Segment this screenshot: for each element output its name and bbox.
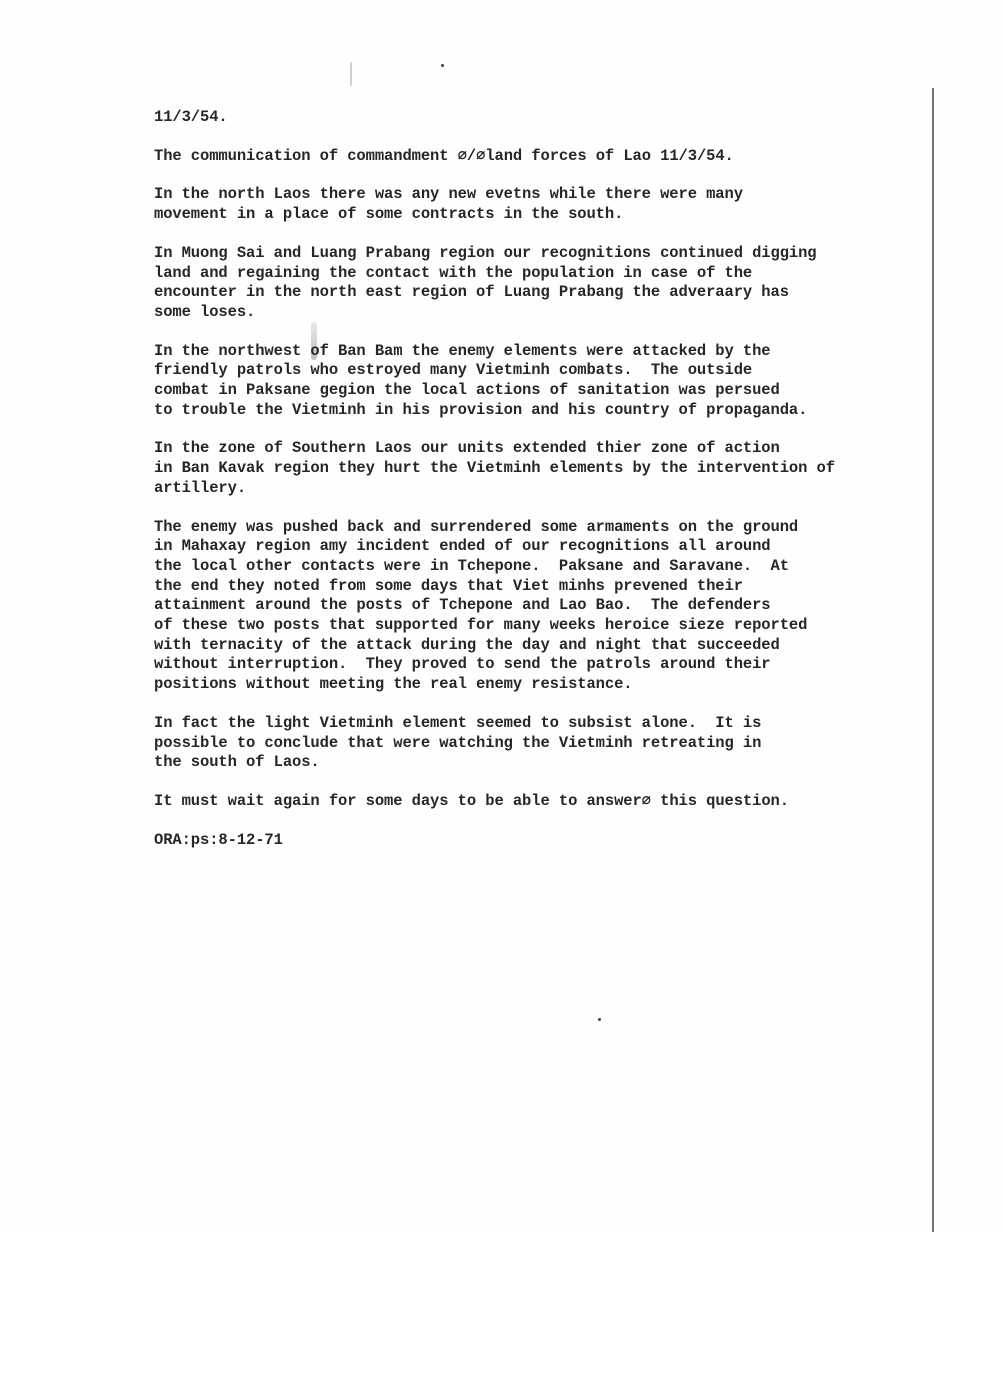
paragraph	[154, 439, 894, 498]
reference-code: ORA:ps:8-12-71	[154, 830, 283, 849]
text-line: with ternacity of the attack during the day and night that succeeded	[154, 635, 780, 654]
text-line: It must wait again for some days to be able to answer∅ this question.	[154, 791, 789, 810]
text-line: the local other contacts were in Tchepone. Paksane and Saravane. At	[154, 556, 789, 575]
text-line: In the zone of Southern Laos our units extended thier zone of action	[154, 439, 780, 458]
text-line: in Mahaxay region amy incident ended of our recognitions all around	[154, 537, 771, 556]
text-line: positions without meeting the real enemy resistance.	[154, 675, 633, 694]
text-line: friendly patrols who estroyed many Vietminh combats. The outside	[154, 361, 753, 380]
text-line: attainment around the posts of Tchepone and Lao Bao. The defenders	[154, 596, 771, 615]
page-edge-rule	[932, 88, 934, 1236]
text-line: without interruption. They proved to send the patrols around their	[154, 655, 771, 674]
text-line: artillery.	[154, 478, 247, 497]
ink-speck	[598, 1018, 601, 1021]
text-line: In fact the light Vietminh element seemed to subsist alone. It is	[154, 713, 762, 732]
text-line: In the northwest of Ban Bam the enemy elements were attacked by the	[154, 341, 771, 360]
paragraph	[154, 792, 894, 812]
text-line: the end they noted from some days that Viet minhs prevened their	[154, 576, 743, 595]
text-line: to trouble the Vietminh in his provision and his country of propaganda.	[154, 400, 808, 419]
text-line: In the north Laos there was any new evetns while there were many	[154, 185, 743, 204]
scan-margin	[0, 1232, 1003, 1380]
paragraph	[154, 518, 894, 695]
document-title: The communication of commandment ∅/∅land forces of Lao 11/3/54.	[154, 146, 734, 165]
text-line: some loses.	[154, 302, 256, 321]
text-line: The enemy was pushed back and surrendered some armaments on the ground	[154, 517, 799, 536]
text-line: possible to conclude that were watching the Vietminh retreating in	[154, 733, 762, 752]
ink-speck	[441, 64, 444, 67]
text-line: In Muong Sai and Luang Prabang region our recognitions continued digging	[154, 243, 817, 262]
paragraph	[154, 244, 894, 323]
paper-mark	[350, 62, 352, 86]
text-line: encounter in the north east region of Luang Prabang the adveraary has	[154, 283, 789, 302]
text-line: land and regaining the contact with the population in case of the	[154, 263, 753, 282]
text-line: movement in a place of some contracts in the south.	[154, 205, 624, 224]
paragraph	[154, 342, 894, 421]
text-line: the south of Laos.	[154, 753, 320, 772]
paragraph	[154, 185, 894, 224]
text-line: in Ban Kavak region they hurt the Vietminh elements by the intervention of	[154, 459, 835, 478]
document-date: 11/3/54.	[154, 108, 228, 126]
text-line: combat in Paksane gegion the local actions of sanitation was persued	[154, 381, 780, 400]
typewritten-text	[154, 108, 894, 850]
text-line: of these two posts that supported for many weeks heroice sieze reported	[154, 616, 808, 635]
paragraph	[154, 714, 894, 773]
